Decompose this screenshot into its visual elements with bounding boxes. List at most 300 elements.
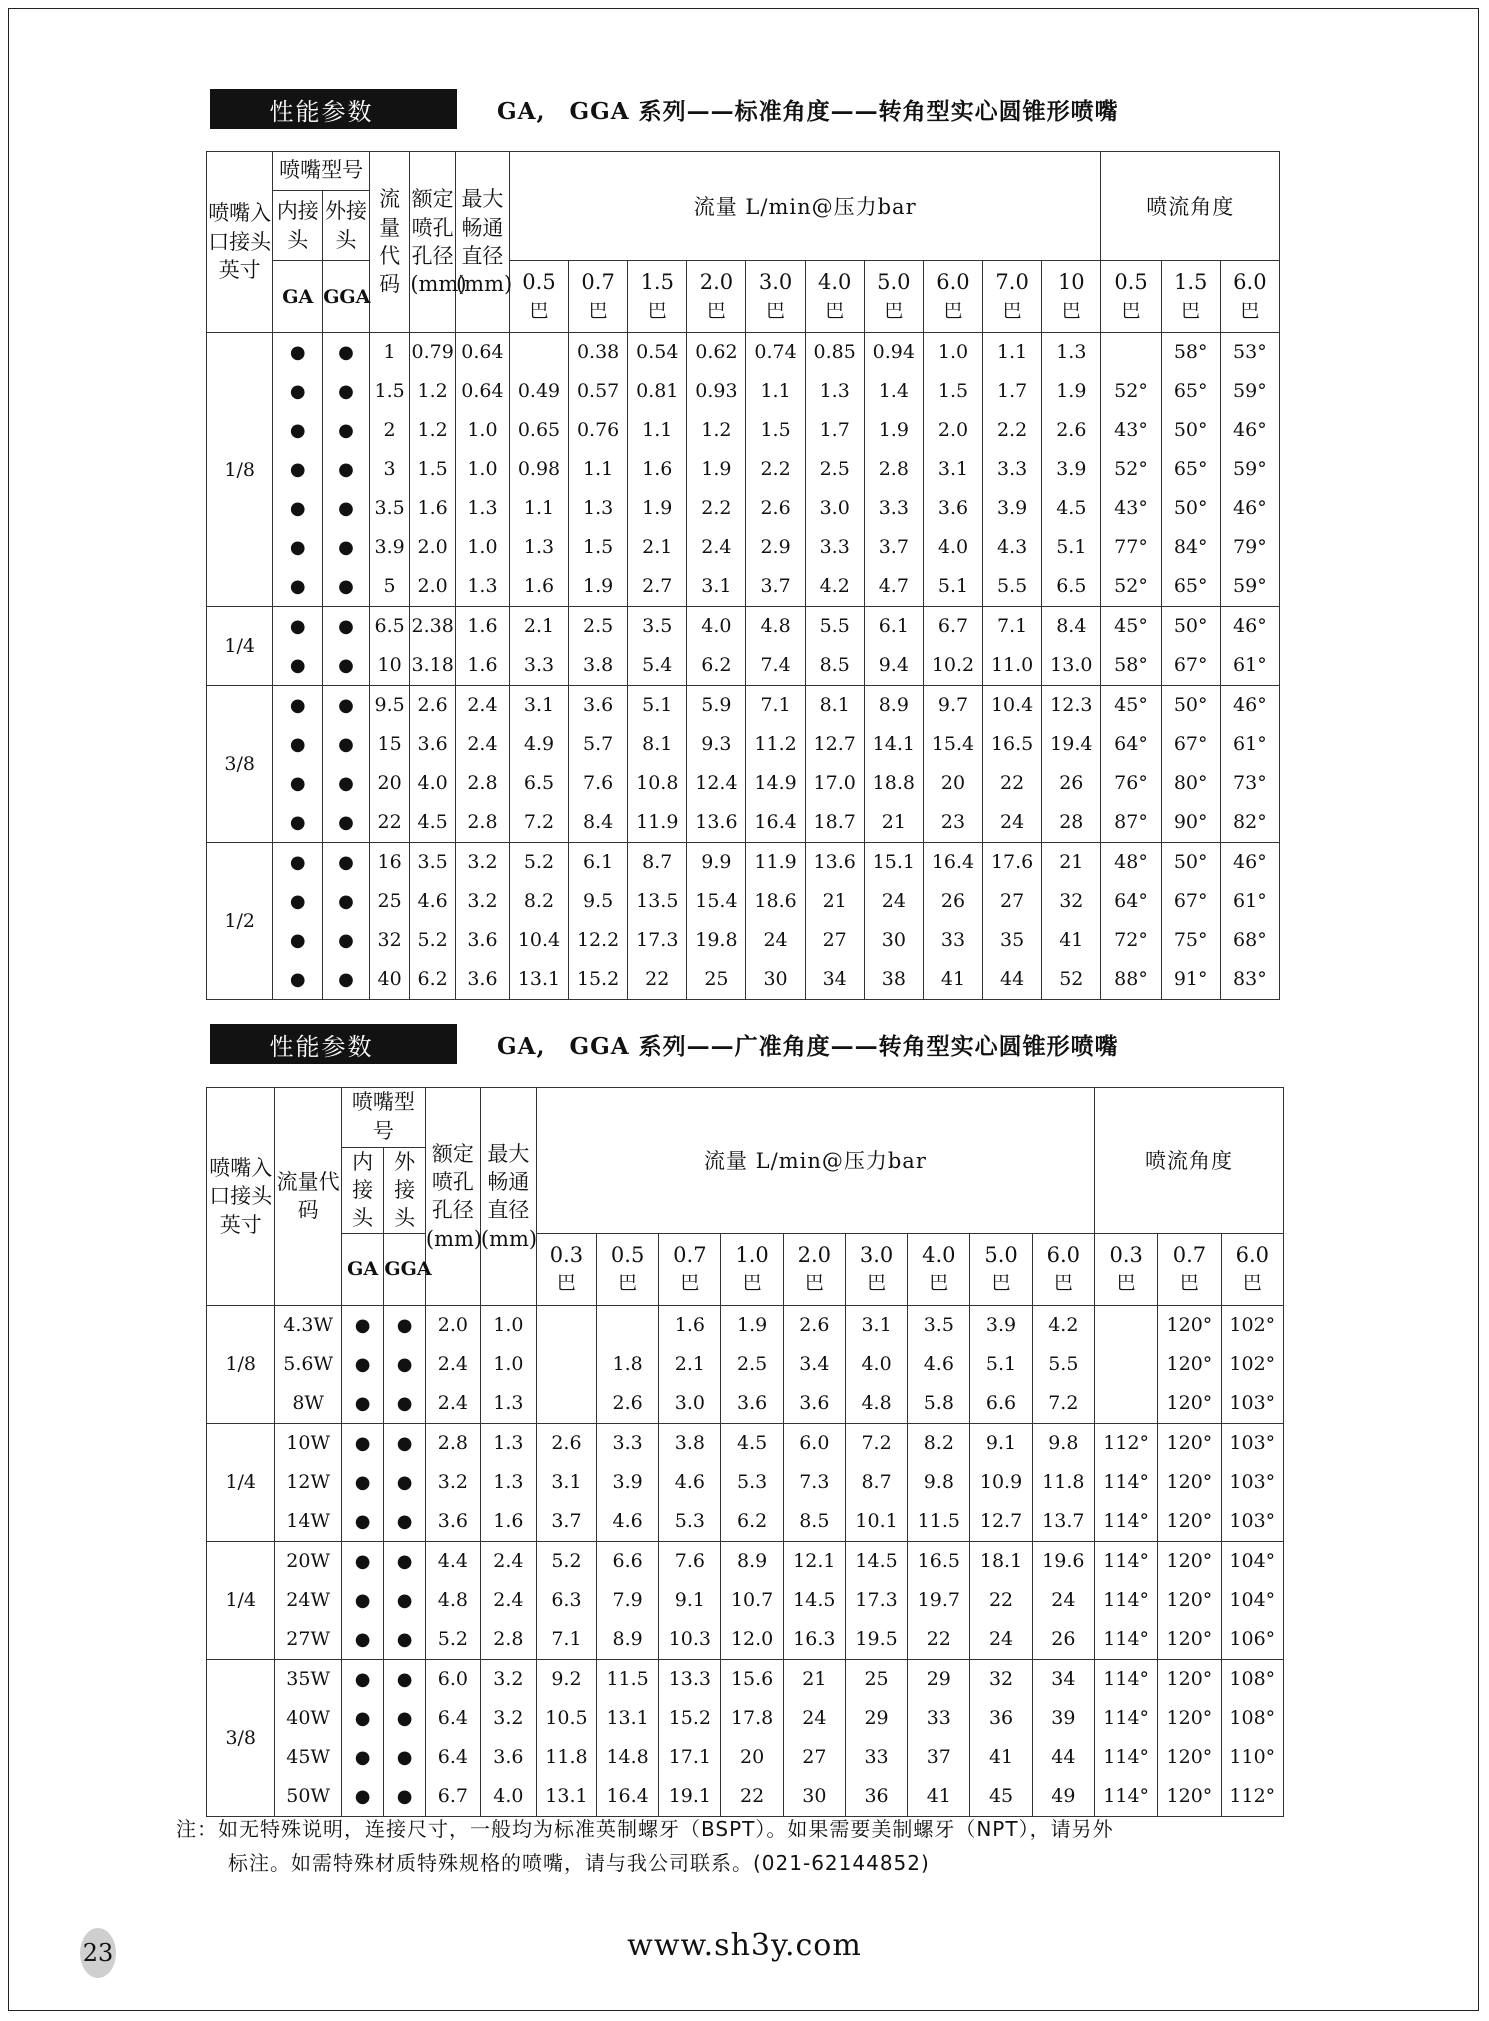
- table-column-cell: [687, 333, 746, 607]
- cell-value: 3.6: [736, 1391, 768, 1414]
- flow-pressure-unit: 巴: [1053, 1272, 1073, 1295]
- inlet-size-cell: 1/2: [207, 843, 273, 1000]
- cell-value: 1.5: [583, 536, 614, 558]
- cell-value: 1.0: [467, 419, 498, 441]
- table-column-cell: [659, 1541, 721, 1659]
- header-spray-angle: 喷流角度: [1101, 152, 1280, 261]
- cell-value: 5.2: [523, 851, 555, 873]
- cell-value: 4.0: [701, 615, 732, 637]
- flow-pressure-9: [1032, 1233, 1094, 1305]
- cell-value: 1.6: [493, 1509, 524, 1532]
- bullet-mark: ●: [354, 1550, 371, 1572]
- cell-value: 2.6: [551, 1431, 582, 1454]
- cell-value: 0.98: [517, 458, 561, 480]
- cell-value: 2.8: [437, 1431, 468, 1454]
- cell-value: 11.5: [606, 1667, 649, 1690]
- angle-pressure-unit: 巴: [1179, 1272, 1199, 1295]
- bullet-mark: ●: [338, 616, 354, 637]
- flow-pressure-1: [536, 1233, 596, 1305]
- cell-value: 20W: [286, 1549, 331, 1572]
- header-flow-rate: 流量 L/min@压力bar: [536, 1088, 1094, 1234]
- bullet-mark: ●: [289, 342, 306, 363]
- cell-value: 3.5: [374, 497, 405, 519]
- cell-value: 6.1: [878, 615, 909, 637]
- table-column-cell: [923, 607, 982, 686]
- cell-value: 50°: [1173, 694, 1208, 716]
- cell-value: 14.5: [855, 1549, 898, 1572]
- bullet-mark: ●: [338, 891, 354, 912]
- cell-value: 2.7: [642, 575, 673, 597]
- inlet-size-cell: 3/8: [207, 686, 273, 843]
- cell-value: 38: [881, 968, 906, 990]
- cell-value: 2.4: [493, 1588, 524, 1611]
- table-column-cell: [659, 1659, 721, 1816]
- cell-value: 4.7: [878, 575, 909, 597]
- table-column-cell: [864, 843, 923, 1000]
- cell-value: 9.8: [923, 1470, 954, 1493]
- table-column-cell: [983, 686, 1042, 843]
- table-column-cell: [923, 333, 982, 607]
- cell-value: 6.5: [523, 772, 555, 794]
- table-column-cell: [597, 1423, 659, 1541]
- cell-value: 4.6: [417, 890, 448, 912]
- cell-value: 112°: [1103, 1431, 1150, 1454]
- cell-value: 83°: [1233, 968, 1267, 990]
- table-column-cell: [384, 1423, 425, 1541]
- cell-value: 11.8: [545, 1745, 588, 1768]
- table-column-cell: [1101, 843, 1161, 1000]
- table-column-cell: [687, 843, 746, 1000]
- table-column-cell: [410, 333, 456, 607]
- cell-value: 34: [822, 968, 847, 990]
- cell-value: 5.2: [417, 929, 448, 951]
- cell-value: 67°: [1173, 890, 1208, 912]
- cell-value: 3.5: [417, 851, 448, 873]
- cell-value: 52°: [1114, 575, 1148, 597]
- cell-value: 2.4: [701, 536, 732, 558]
- cell-value: 13.7: [1042, 1509, 1085, 1532]
- cell-value: 7.9: [612, 1588, 643, 1611]
- cell-value: 11.0: [990, 654, 1034, 676]
- cell-value: 3.9: [985, 1313, 1017, 1336]
- table-column-cell: [783, 1423, 845, 1541]
- table-column-cell: [1161, 686, 1220, 843]
- table-group-4: [207, 843, 1280, 1000]
- cell-value: 1.0: [467, 536, 498, 558]
- cell-value: 3.6: [467, 929, 498, 951]
- header-max-passage: 最大畅通直径(mm): [455, 152, 509, 333]
- cell-value: 13.5: [636, 890, 679, 912]
- table-column-cell: [983, 607, 1042, 686]
- table-column-cell: [659, 1423, 721, 1541]
- cell-value: 45: [988, 1784, 1014, 1807]
- cell-value: 8.7: [861, 1470, 892, 1493]
- cell-value: 80°: [1173, 772, 1208, 794]
- cell-value: 3.9: [997, 497, 1028, 519]
- cell-value: 50°: [1173, 419, 1208, 441]
- cell-value: 120°: [1166, 1352, 1213, 1375]
- cell-value: 8.4: [583, 811, 614, 833]
- cell-value: 41: [988, 1745, 1014, 1768]
- cell-value: 7.1: [760, 694, 791, 716]
- cell-value: 8.1: [819, 694, 850, 716]
- cell-value: 106°: [1229, 1627, 1276, 1650]
- cell-value: 26: [1059, 772, 1084, 794]
- cell-value: 19.1: [668, 1784, 712, 1807]
- cell-value: 1: [383, 341, 396, 363]
- table-column-cell: [1221, 1423, 1283, 1541]
- flow-pressure-unit: 巴: [804, 1272, 824, 1295]
- cell-value: 5.5: [997, 575, 1028, 597]
- flow-pressure-value: 0.7: [581, 270, 615, 295]
- cell-value: 2.0: [937, 419, 969, 441]
- table-column-cell: [1101, 607, 1161, 686]
- cell-value: 1.6: [417, 497, 448, 519]
- cell-value: 1.0: [937, 341, 969, 363]
- table-column-cell: [1042, 843, 1101, 1000]
- cell-value: 0.76: [576, 419, 620, 441]
- cell-value: 10W: [286, 1431, 331, 1454]
- cell-value: 0.64: [461, 341, 504, 363]
- cell-value: 1.3: [1056, 341, 1087, 363]
- cell-value: 15.1: [872, 851, 915, 873]
- cell-value: 3.2: [493, 1706, 524, 1729]
- table-column-cell: [864, 333, 923, 607]
- cell-value: 5: [383, 575, 396, 597]
- header-flow-rate: 流量 L/min@压力bar: [509, 152, 1101, 261]
- cell-value: 25: [864, 1667, 889, 1690]
- cell-value: 24: [763, 929, 788, 951]
- cell-value: 5.5: [819, 615, 850, 637]
- cell-value: 2.6: [1056, 419, 1087, 441]
- cell-value: 6.7: [937, 615, 969, 637]
- cell-value: 3.3: [523, 654, 555, 676]
- table-column-cell: [1220, 843, 1279, 1000]
- table-column-cell: [687, 607, 746, 686]
- table-column-cell: [384, 1659, 425, 1816]
- cell-value: 49: [1051, 1784, 1076, 1807]
- cell-value: 3.1: [701, 575, 732, 597]
- table-column-cell: [455, 686, 509, 843]
- cell-value: 1.1: [760, 380, 791, 402]
- table-group-1: [207, 333, 1280, 607]
- bullet-mark: ●: [338, 930, 354, 951]
- cell-value: 24: [1000, 811, 1025, 833]
- cell-value: 17.1: [668, 1745, 712, 1768]
- cell-value: 53°: [1233, 341, 1267, 363]
- cell-value: 8.9: [612, 1627, 643, 1650]
- table-column-cell: [1158, 1659, 1221, 1816]
- cell-value: 10: [377, 654, 402, 676]
- flow-pressure-unit: 巴: [884, 299, 904, 322]
- cell-value: 18.8: [872, 772, 915, 794]
- table-column-cell: [597, 1659, 659, 1816]
- cell-value: 104°: [1229, 1588, 1276, 1611]
- cell-value: 2.2: [760, 458, 791, 480]
- cell-value: 1.9: [701, 458, 732, 480]
- cell-value: 7.2: [861, 1431, 892, 1454]
- cell-value: 15.6: [730, 1667, 774, 1690]
- flow-pressure-unit: 巴: [825, 299, 845, 322]
- cell-value: 120°: [1166, 1667, 1213, 1690]
- cell-value: 40: [377, 968, 402, 990]
- cell-value: 10.3: [668, 1627, 712, 1650]
- cell-value: 4.4: [437, 1549, 468, 1572]
- table-column-cell: [597, 1541, 659, 1659]
- table-column-cell: [273, 333, 323, 607]
- table-column-cell: [659, 1305, 721, 1423]
- table-column-cell: [480, 1305, 536, 1423]
- cell-value: 17.3: [855, 1588, 898, 1611]
- cell-value: [1095, 1345, 1157, 1384]
- cell-value: 8.2: [523, 890, 555, 912]
- bullet-mark: ●: [354, 1589, 371, 1611]
- angle-pressure-3: [1220, 261, 1279, 333]
- bullet-mark: ●: [289, 812, 306, 833]
- cell-value: 8.9: [878, 694, 909, 716]
- header-flow-code: 流量代码: [369, 152, 409, 333]
- cell-value: 2.8: [878, 458, 909, 480]
- table-column-cell: [341, 1659, 384, 1816]
- cell-value: 6.2: [417, 968, 448, 990]
- cell-value: 6.2: [701, 654, 732, 676]
- website-url[interactable]: www.sh3y.com: [627, 1928, 862, 1963]
- cell-value: 3.3: [997, 458, 1028, 480]
- table-column-cell: [273, 843, 323, 1000]
- cell-value: 1.1: [583, 458, 614, 480]
- cell-value: 11.2: [754, 733, 797, 755]
- cell-value: 58°: [1173, 341, 1208, 363]
- cell-value: 3.1: [861, 1313, 892, 1336]
- cell-value: 5.1: [985, 1352, 1017, 1375]
- cell-value: 120°: [1166, 1706, 1213, 1729]
- header-ga: GA: [273, 261, 323, 333]
- cell-value: 120°: [1166, 1509, 1213, 1532]
- cell-value: 114°: [1103, 1588, 1150, 1611]
- table-column-cell: [425, 1659, 480, 1816]
- table-column-cell: [410, 843, 456, 1000]
- cell-value: 6.0: [799, 1431, 830, 1454]
- table-column-cell: [1161, 843, 1220, 1000]
- cell-value: 1.2: [417, 419, 448, 441]
- cell-value: 4.8: [760, 615, 791, 637]
- table-column-cell: [1221, 1659, 1283, 1816]
- cell-value: 3.6: [493, 1745, 524, 1768]
- bullet-mark: ●: [289, 459, 306, 480]
- cell-value: 1.6: [674, 1313, 705, 1336]
- table-column-cell: [845, 1423, 907, 1541]
- cell-value: 120°: [1166, 1470, 1213, 1493]
- header-inlet-size: 喷嘴入口接头英寸: [207, 152, 273, 333]
- flow-pressure-8: [923, 261, 982, 333]
- table-column-cell: [275, 1423, 341, 1541]
- cell-value: 15.2: [576, 968, 620, 990]
- section1-title-row: [210, 88, 1290, 130]
- table-column-cell: [1220, 686, 1279, 843]
- cell-value: 16: [377, 851, 402, 873]
- cell-value: 120°: [1166, 1313, 1213, 1336]
- table-column-cell: [983, 843, 1042, 1000]
- flow-pressure-value: 7.0: [995, 270, 1029, 295]
- cell-value: 9.5: [583, 890, 614, 912]
- bullet-mark: ●: [354, 1392, 371, 1414]
- cell-value: 4.3W: [283, 1313, 334, 1336]
- cell-value: 21: [1059, 851, 1084, 873]
- table-column-cell: [1221, 1305, 1283, 1423]
- bullet-mark: ●: [354, 1432, 371, 1454]
- cell-value: 26: [940, 890, 966, 912]
- cell-value: 5.1: [1056, 536, 1087, 558]
- cell-value: 2: [383, 419, 396, 441]
- cell-value: 5.2: [437, 1627, 468, 1650]
- cell-value: 75°: [1173, 929, 1208, 951]
- flow-pressure-unit: 巴: [742, 1272, 762, 1295]
- bullet-mark: ●: [289, 852, 306, 873]
- cell-value: 2.6: [799, 1313, 830, 1336]
- table-column-cell: [509, 607, 568, 686]
- cell-value: 3.5: [642, 615, 673, 637]
- header-gga: GGA: [323, 261, 370, 333]
- flow-pressure-value: 0.3: [549, 1243, 584, 1268]
- table-column-cell: [384, 1305, 425, 1423]
- cell-value: 1.0: [493, 1352, 524, 1375]
- table-column-cell: [908, 1659, 970, 1816]
- bullet-mark: ●: [338, 812, 354, 833]
- cell-value: 29: [926, 1667, 951, 1690]
- bullet-mark: ●: [396, 1392, 413, 1414]
- cell-value: 15.4: [695, 890, 738, 912]
- cell-value: 5.7: [583, 733, 614, 755]
- cell-value: 6.4: [437, 1706, 468, 1729]
- cell-value: 10.4: [517, 929, 561, 951]
- cell-value: 4.9: [523, 733, 555, 755]
- header-ga: GA: [341, 1233, 384, 1305]
- table-column-cell: [746, 686, 805, 843]
- cell-value: 14.9: [754, 772, 797, 794]
- table-column-cell: [1042, 607, 1101, 686]
- header-model: 喷嘴型号: [273, 152, 369, 191]
- table-column-cell: [509, 333, 568, 607]
- cell-value: 22: [988, 1588, 1014, 1611]
- cell-value: 16.4: [754, 811, 797, 833]
- flow-pressure-value: 2.0: [797, 1243, 832, 1268]
- flow-pressure-unit: 巴: [1002, 299, 1022, 322]
- cell-value: 59°: [1233, 380, 1267, 402]
- inlet-size-cell: 1/4: [207, 1541, 275, 1659]
- cell-value: 1.2: [701, 419, 732, 441]
- cell-value: 50°: [1173, 615, 1208, 637]
- table-column-cell: [1158, 1423, 1221, 1541]
- cell-value: 102°: [1229, 1313, 1276, 1336]
- cell-value: 3.7: [760, 575, 791, 597]
- cell-value: 2.6: [760, 497, 791, 519]
- table-column-cell: [410, 686, 456, 843]
- cell-value: 27: [822, 929, 847, 951]
- cell-value: [1095, 1306, 1157, 1345]
- bullet-mark: ●: [338, 459, 354, 480]
- cell-value: 58°: [1114, 654, 1148, 676]
- cell-value: 17.6: [990, 851, 1034, 873]
- cell-value: 45°: [1114, 694, 1148, 716]
- cell-value: 10.1: [855, 1509, 898, 1532]
- cell-value: 13.6: [695, 811, 738, 833]
- cell-value: 12.7: [813, 733, 856, 755]
- angle-pressure-unit: 巴: [1116, 1272, 1136, 1295]
- flow-pressure-value: 1.5: [640, 270, 674, 295]
- cell-value: 6.5: [1056, 575, 1087, 597]
- cell-value: 0.54: [636, 341, 679, 363]
- cell-value: 0.79: [411, 341, 454, 363]
- cell-value: 1.8: [612, 1352, 643, 1375]
- cell-value: 2.4: [437, 1391, 468, 1414]
- flow-pressure-7: [908, 1233, 970, 1305]
- table-column-cell: [455, 843, 509, 1000]
- cell-value: 7.3: [799, 1470, 830, 1493]
- table-column-cell: [908, 1423, 970, 1541]
- cell-value: 108°: [1229, 1706, 1276, 1729]
- cell-value: 6.0: [437, 1667, 468, 1690]
- table-group-3: [207, 1541, 1284, 1659]
- table-column-cell: [536, 1659, 596, 1816]
- table-column-cell: [536, 1541, 596, 1659]
- cell-value: 4.0: [861, 1352, 892, 1375]
- cell-value: 4.8: [437, 1588, 468, 1611]
- cell-value: 61°: [1233, 890, 1267, 912]
- cell-value: 2.8: [467, 811, 498, 833]
- angle-pressure-value: 0.7: [1172, 1243, 1207, 1268]
- bullet-mark: ●: [354, 1353, 371, 1375]
- bullet-mark: ●: [338, 420, 354, 441]
- cell-value: 2.38: [411, 615, 454, 637]
- section2-title-row: [210, 1023, 1290, 1065]
- cell-value: 102°: [1229, 1352, 1276, 1375]
- cell-value: 2.8: [467, 772, 498, 794]
- bullet-mark: ●: [289, 616, 306, 637]
- flow-pressure-unit: 巴: [618, 1272, 638, 1295]
- bullet-mark: ●: [396, 1746, 413, 1768]
- bullet-mark: ●: [396, 1589, 413, 1611]
- cell-value: 0.64: [461, 380, 504, 402]
- cell-value: 3.2: [437, 1470, 468, 1493]
- bullet-mark: ●: [289, 537, 306, 558]
- flow-pressure-value: 5.0: [984, 1243, 1018, 1268]
- cell-value: 2.5: [583, 615, 614, 637]
- cell-value: 8.2: [923, 1431, 954, 1454]
- table-column-cell: [275, 1541, 341, 1659]
- table-column-cell: [908, 1541, 970, 1659]
- cell-value: 27W: [286, 1627, 331, 1650]
- bullet-mark: ●: [289, 773, 306, 794]
- cell-value: 120°: [1166, 1784, 1213, 1807]
- header-inner-thread: 内接头: [273, 191, 323, 261]
- cell-value: 2.8: [493, 1627, 524, 1650]
- cell-value: 59°: [1233, 575, 1267, 597]
- bullet-mark: ●: [338, 342, 354, 363]
- cell-value: 9.5: [374, 694, 405, 716]
- cell-value: 50W: [286, 1784, 331, 1807]
- bullet-mark: ●: [338, 773, 354, 794]
- cell-value: 3.8: [583, 654, 614, 676]
- table-column-cell: [805, 607, 864, 686]
- cell-value: 1.9: [642, 497, 673, 519]
- cell-value: 1.5: [760, 419, 791, 441]
- table-column-cell: [275, 1305, 341, 1423]
- cell-value: 24: [988, 1627, 1014, 1650]
- cell-value: 1.3: [493, 1431, 524, 1454]
- bullet-mark: ●: [396, 1550, 413, 1572]
- cell-value: [1095, 1384, 1157, 1423]
- cell-value: 114°: [1103, 1549, 1150, 1572]
